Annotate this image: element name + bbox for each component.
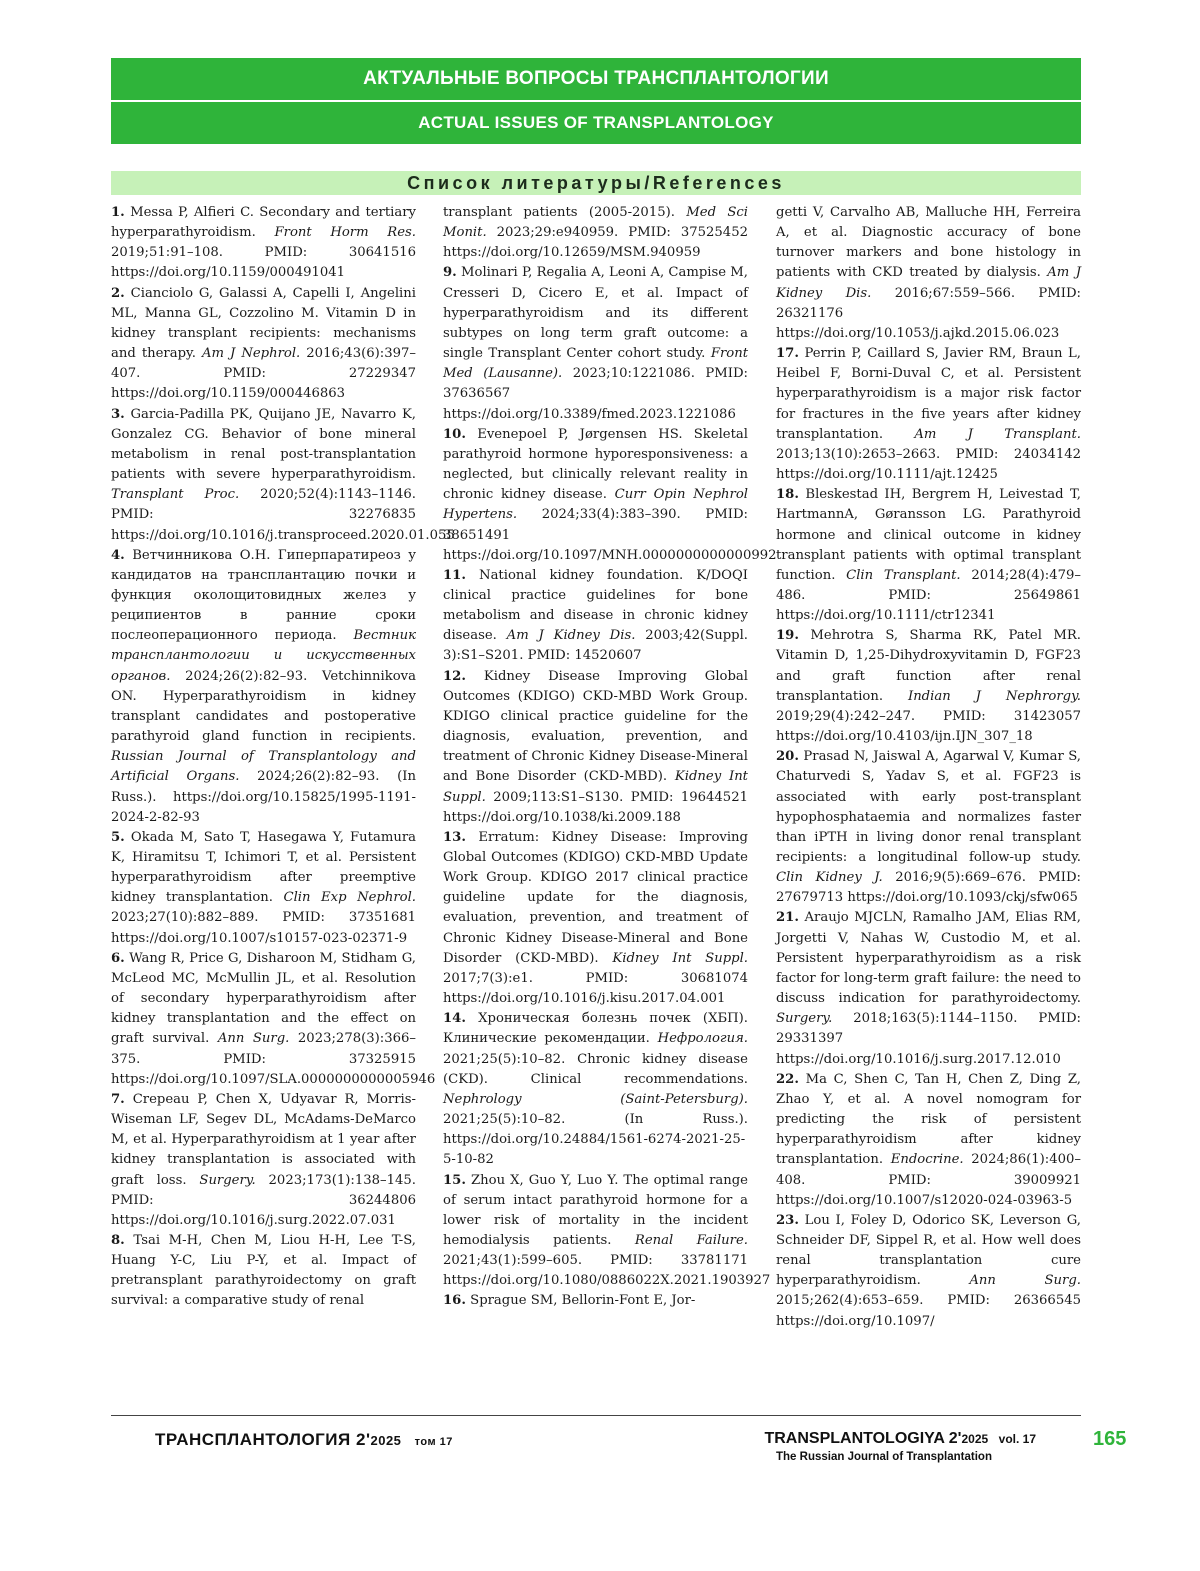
reference-details: 2016;9(5):669–676. PMID: 27679713 https://doi.org/10.1093/ckj/sfw065: [776, 870, 1081, 906]
reference-item: [443, 425, 777, 566]
reference-details: 2016;67:559–566. PMID: 26321176 https://doi.org/10.1053/j.ajkd.2015.06.023: [776, 285, 1081, 341]
reference-text: Zhou X, Guo Y, Luo Y. The optimal range of serum intact parathyroid hormone for a lower risk of mortality in the incident hemodialysis patients.: [443, 1172, 748, 1248]
reference-text: Messa P, Alfieri C. Secondary and tertiary hyperparathyroidism.: [111, 205, 416, 241]
reference-journal: Kidney Int Suppl.: [443, 769, 748, 805]
footer-title-ru: ТРАНСПЛАНТОЛОГИЯ: [155, 1430, 351, 1449]
reference-text: Wang R, Price G, Disharoon M, Stidham G, McLeod MC, McMullin JL, et al. Resolution of secondary hyperparathyroidism after kidney transplantation and the effect on graft survival.: [111, 950, 417, 1047]
reference-details: 2015;262(4):653–659. PMID: 26366545 https://doi.org/10.1097/: [776, 1293, 1081, 1329]
reference-number: 17.: [776, 346, 799, 362]
reference-item: [776, 1070, 1081, 1211]
reference-text: Lou I, Foley D, Odorico SK, Leverson G, Schneider DF, Sippel R, et al. How well does renal transplantation cure hyperparathyroidism.: [776, 1212, 1081, 1289]
reference-journal: Am J Kidney Dis.: [506, 628, 636, 644]
reference-number: 15.: [443, 1172, 466, 1188]
reference-number: 13.: [443, 829, 466, 845]
reference-item: [111, 284, 416, 405]
reference-details: 2017;7(3):e1. PMID: 30681074 https://doi.org/10.1016/j.kisu.2017.04.001: [443, 970, 748, 1007]
reference-item: [111, 949, 436, 1090]
reference-item: [111, 828, 416, 949]
reference-journal: Russian Journal of Transplantology and Artificial Organs.: [111, 749, 416, 785]
references-heading: Список литературы/References: [111, 171, 1081, 195]
reference-number: 12.: [443, 668, 466, 684]
reference-journal: Clin Transplant.: [846, 567, 961, 583]
reference-details: 2009;113:S1–S130. PMID: 19644521 https://doi.org/10.1038/ki.2009.188: [443, 789, 748, 825]
reference-text: Araujo MJCLN, Ramalho JAM, Elias RM, Jorgetti V, Nahas W, Custodio M, et al. Persistent hyperparathyroidism as a risk factor for long-term graft failure: the need to discuss indication for parathyroidectomy.: [776, 910, 1081, 1007]
reference-text: Perrin P, Caillard S, Javier RM, Braun L, Heibel F, Borni-Duval C, et al. Persistent hyperparathyroidism is a major risk factor for fractures in the five years after kidney transplantation.: [776, 346, 1081, 442]
reference-item: [111, 1090, 416, 1231]
reference-journal: Renal Failure.: [634, 1232, 748, 1248]
reference-number: 8.: [111, 1232, 125, 1248]
reference-journal: Am J Kidney Dis.: [776, 265, 1081, 301]
references-column-2: [443, 203, 777, 1312]
footer-issue-en: 2': [948, 1430, 962, 1447]
reference-details: 2014;28(4):479–486. PMID: 25649861 https://doi.org/10.1111/ctr12341: [776, 567, 1081, 624]
reference-number: 19.: [776, 628, 799, 644]
reference-text: Prasad N, Jaiswal A, Agarwal V, Kumar S, Chaturvedi S, Yadav S, et al. FGF23 is associated with early post-transplant hypophosphataemia and normalizes faster than iPTH in living donor renal transplant recipients: a longitudinal follow-up study.: [776, 749, 1081, 865]
reference-number: 20.: [776, 749, 799, 765]
reference-item: [776, 203, 1081, 344]
footer-issue-ru: 2': [355, 1430, 371, 1449]
footer-title-en: TRANSPLANTOLOGIYA: [764, 1430, 945, 1447]
reference-item: [776, 1211, 1081, 1332]
reference-journal: Endocrine.: [890, 1152, 964, 1168]
reference-journal: Nephrology (Saint-Petersburg).: [443, 1091, 748, 1107]
reference-details: 2021;43(1):599–605. PMID: 33781171 https://doi.org/10.1080/0886022X.2021.1903927: [443, 1253, 771, 1289]
reference-text: Tsai M-H, Chen M, Liou H-H, Lee T-S, Huang Y-C, Liu P-Y, et al. Impact of pretransplant parathyroidectomy on graft survival: a comparative study of renal: [111, 1232, 416, 1309]
reference-journal: Am J Transplant.: [914, 426, 1081, 442]
reference-number: 7.: [111, 1091, 125, 1107]
reference-journal: Surgery.: [199, 1172, 256, 1188]
reference-text: Molinari P, Regalia A, Leoni A, Campise M, Cresseri D, Cicero E, et al. Impact of hyperparathyroidism and its different subtypes on long term graft outcome: a single Transplant Center cohort study.: [443, 265, 748, 362]
reference-item: [443, 263, 748, 424]
section-title-en: ACTUAL ISSUES OF TRANSPLANTOLOGY: [111, 102, 1081, 144]
reference-number: 3.: [111, 406, 125, 422]
reference-text: Mehrotra S, Sharma RK, Patel MR. Vitamin D, 1,25-Dihydroxyvitamin D, FGF23 and graft function after renal transplantation.: [776, 628, 1081, 704]
page-number: 165: [1093, 1428, 1127, 1450]
reference-number: 10.: [443, 426, 466, 442]
reference-journal: Med Sci Monit.: [443, 205, 748, 241]
footer-journal-en: [764, 1430, 1036, 1448]
reference-details: 2023;173(1):138–145. PMID: 36244806 https://doi.org/10.1016/j.surg.2022.07.031: [111, 1172, 416, 1228]
reference-text: Ветчинникова О.Н. Гиперпаратиреоз у кандидатов на трансплантацию почки и функция околощитовидных желез у реципиентов в ранние сроки послеоперационного периода.: [111, 547, 416, 644]
reference-number: 21.: [776, 910, 799, 926]
footer-year-ru: 2025: [370, 1433, 402, 1448]
footer-divider: [111, 1415, 1081, 1416]
reference-details: 2024;26(2):82–93. Vetchinnikova ON. Hyperparathyroidism in kidney transplant candidates and postoperative parathyroid gland function in recipients.: [111, 668, 416, 745]
reference-item: [443, 566, 748, 667]
reference-text: Crepeau P, Chen X, Udyavar R, Morris-Wiseman LF, Segev DL, McAdams-DeMarco M, et al. Hyperparathyroidism at 1 year after kidney transplantation is associated with graft loss.: [111, 1091, 416, 1188]
reference-details: 2020;52(4):1143–1146. PMID: 32276835 https://doi.org/10.1016/j.transproceed.2020.01.055: [111, 487, 455, 543]
reference-item: [443, 203, 748, 263]
reference-text: Bleskestad IH, Bergrem H, Leivestad T, HartmannA, Gøransson LG. Parathyroid hormone and clinical outcome in kidney transplant patients with optimal transplant function.: [776, 487, 1081, 583]
reference-details: 2024;26(2):82–93. (In Russ.). https://doi.org/10.15825/1995-1191-2024-2-82-93: [111, 769, 417, 825]
reference-item: [443, 1171, 771, 1292]
reference-item: [111, 203, 416, 284]
footer-volume-ru: том 17: [414, 1436, 453, 1448]
reference-number: 16.: [443, 1293, 466, 1309]
reference-details: 2023;278(3):366–375. PMID: 37325915 https://doi.org/10.1097/SLA.0000000000005946: [111, 1031, 436, 1087]
footer-journal-ru: [155, 1430, 453, 1450]
reference-text: Evenepoel P, Jørgensen HS. Skeletal parathyroid hormone hyporesponsiveness: a neglected, but clinically relevant reality in chronic kidney disease.: [443, 426, 748, 503]
reference-details: 2019;29(4):242–247. PMID: 31423057 https://doi.org/10.4103/ijn.IJN_307_18: [776, 708, 1081, 745]
reference-item: [443, 1291, 748, 1311]
reference-number: 18.: [776, 487, 799, 503]
reference-number: 14.: [443, 1011, 466, 1027]
reference-details: 2021;25(5):10–82. Chronic kidney disease (CKD). Clinical recommendations.: [443, 1051, 748, 1087]
reference-number: 23.: [776, 1212, 799, 1228]
reference-details: 2003;42(Suppl. 3):S1–S201. PMID: 14520607: [443, 628, 748, 664]
reference-item: [443, 667, 748, 828]
reference-item: [443, 1009, 748, 1170]
reference-text: Kidney Disease Improving Global Outcomes (KDIGO) CKD-MBD Work Group. KDIGO clinical practice guideline for the diagnosis, evaluation, prevention, and treatment of Chronic Kidney Disease-Mineral and Bone Disorder (CKD-MBD).: [443, 668, 748, 785]
references-column-1: [111, 203, 455, 1312]
reference-item: [111, 1231, 416, 1312]
reference-item: [776, 908, 1081, 1069]
reference-text: transplant patients (2005-2015).: [443, 205, 675, 220]
reference-item: [776, 344, 1081, 485]
reference-number: 5.: [111, 829, 125, 845]
reference-number: 11.: [443, 567, 466, 583]
reference-details: 2023;27(10):882–889. PMID: 37351681 https://doi.org/10.1007/s10157-023-02371-9: [111, 910, 416, 946]
reference-item: [776, 626, 1081, 747]
reference-journal: Front Horm Res.: [274, 225, 416, 241]
reference-details: 2013;13(10):2653–2663. PMID: 24034142 https://doi.org/10.1111/ajt.12425: [776, 446, 1081, 483]
reference-journal: Clin Exp Nephrol.: [283, 890, 416, 906]
footer-year-en: 2025: [961, 1432, 989, 1446]
reference-journal: Clin Kidney J.: [776, 870, 883, 886]
reference-journal: Am J Nephrol.: [201, 346, 301, 362]
reference-item: [776, 485, 1081, 626]
reference-details: 2024;33(4):383–390. PMID: 38651491 https://doi.org/10.1097/MNH.0000000000000992: [443, 507, 777, 563]
reference-text: Erratum: Kidney Disease: Improving Global Outcomes (KDIGO) CKD-MBD Update Work Group. KDIGO 2017 clinical practice guideline update for the diagnosis, evaluation, prevention, and treatment of Chronic Kidney Disease-Mineral and Bone Disorder (CKD-MBD).: [443, 829, 748, 966]
reference-number: 1.: [111, 205, 125, 220]
reference-details: 2019;51:91–108. PMID: 30641516 https://doi.org/10.1159/000491041: [111, 245, 416, 281]
section-title-ru: АКТУАЛЬНЫЕ ВОПРОСЫ ТРАНСПЛАНТОЛОГИИ: [111, 58, 1081, 100]
reference-details: 2021;25(5):10–82. (In Russ.). https://doi.org/10.24884/1561-6274-2021-25-5-10-82: [443, 1112, 748, 1168]
reference-details: 2018;163(5):1144–1150. PMID: 29331397 https://doi.org/10.1016/j.surg.2017.12.010: [776, 1011, 1081, 1067]
reference-journal: Ann Surg.: [217, 1031, 290, 1047]
reference-journal: Ann Surg.: [969, 1273, 1081, 1289]
reference-journal: Нефрология.: [657, 1031, 748, 1047]
reference-item: [776, 747, 1081, 908]
reference-journal: Curr Opin Nephrol Hypertens.: [443, 487, 748, 523]
footer-subtitle: The Russian Journal of Transplantation: [776, 1451, 992, 1463]
reference-journal: Surgery.: [776, 1011, 833, 1027]
reference-journal: Indian J Nephrorgy.: [907, 688, 1081, 704]
reference-journal: Вестник трансплантологии и искусственных органов.: [111, 628, 416, 684]
reference-journal: Front Med (Lausanne).: [443, 346, 749, 382]
reference-details: 2023;10:1221086. PMID: 37636567 https://doi.org/10.3389/fmed.2023.1221086: [443, 366, 748, 422]
reference-text: Хроническая болезнь почек (ХБП). Клинические рекомендации.: [443, 1011, 748, 1047]
reference-details: 2016;43(6):397–407. PMID: 27229347 https://doi.org/10.1159/000446863: [111, 346, 416, 402]
reference-item: [111, 546, 416, 828]
reference-number: 9.: [443, 265, 457, 281]
reference-number: 6.: [111, 950, 125, 966]
reference-text: Sprague SM, Bellorin-Font E, Jor-: [470, 1293, 696, 1309]
reference-details: 2024;86(1):400–408. PMID: 39009921 https://doi.org/10.1007/s12020-024-03963-5: [776, 1152, 1081, 1208]
reference-number: 4.: [111, 547, 125, 563]
reference-number: 2.: [111, 285, 125, 301]
reference-journal: Transplant Proc.: [111, 487, 240, 503]
reference-item: [443, 828, 748, 1009]
reference-journal: Kidney Int Suppl.: [612, 950, 748, 966]
reference-text: Garcia-Padilla PK, Quijano JE, Navarro K, Gonzalez CG. Behavior of bone mineral metabolism in renal post-transplantation patients with severe hyperparathyroidism.: [111, 406, 416, 483]
reference-item: [111, 405, 455, 546]
reference-details: 2023;29:e940959. PMID: 37525452 https://doi.org/10.12659/MSM.940959: [443, 225, 748, 261]
reference-text: Cianciolo G, Galassi A, Capelli I, Angelini ML, Manna GL, Cozzolino M. Vitamin D in kidney transplant recipients: mechanisms and therapy.: [111, 285, 416, 362]
reference-text: Okada M, Sato T, Hasegawa Y, Futamura K, Hiramitsu T, Ichimori T, et al. Persistent hyperparathyroidism after preemptive kidney transplantation.: [111, 829, 416, 906]
reference-number: 22.: [776, 1071, 799, 1087]
reference-text: Ma C, Shen C, Tan H, Chen Z, Ding Z, Zhao Y, et al. A novel nomogram for predicting the risk of persistent hyperparathyroidism after kidney transplantation.: [776, 1071, 1081, 1168]
footer-volume-en: vol. 17: [998, 1432, 1036, 1446]
reference-text: getti V, Carvalho AB, Malluche HH, Ferreira A, et al. Diagnostic accuracy of bone turnover markers and bone histology in patients with CKD treated by dialysis.: [776, 205, 1081, 281]
references-column-3: [776, 203, 1081, 1332]
reference-text: National kidney foundation. K/DOQI clinical practice guidelines for bone metabolism and disease in chronic kidney disease.: [443, 567, 749, 644]
